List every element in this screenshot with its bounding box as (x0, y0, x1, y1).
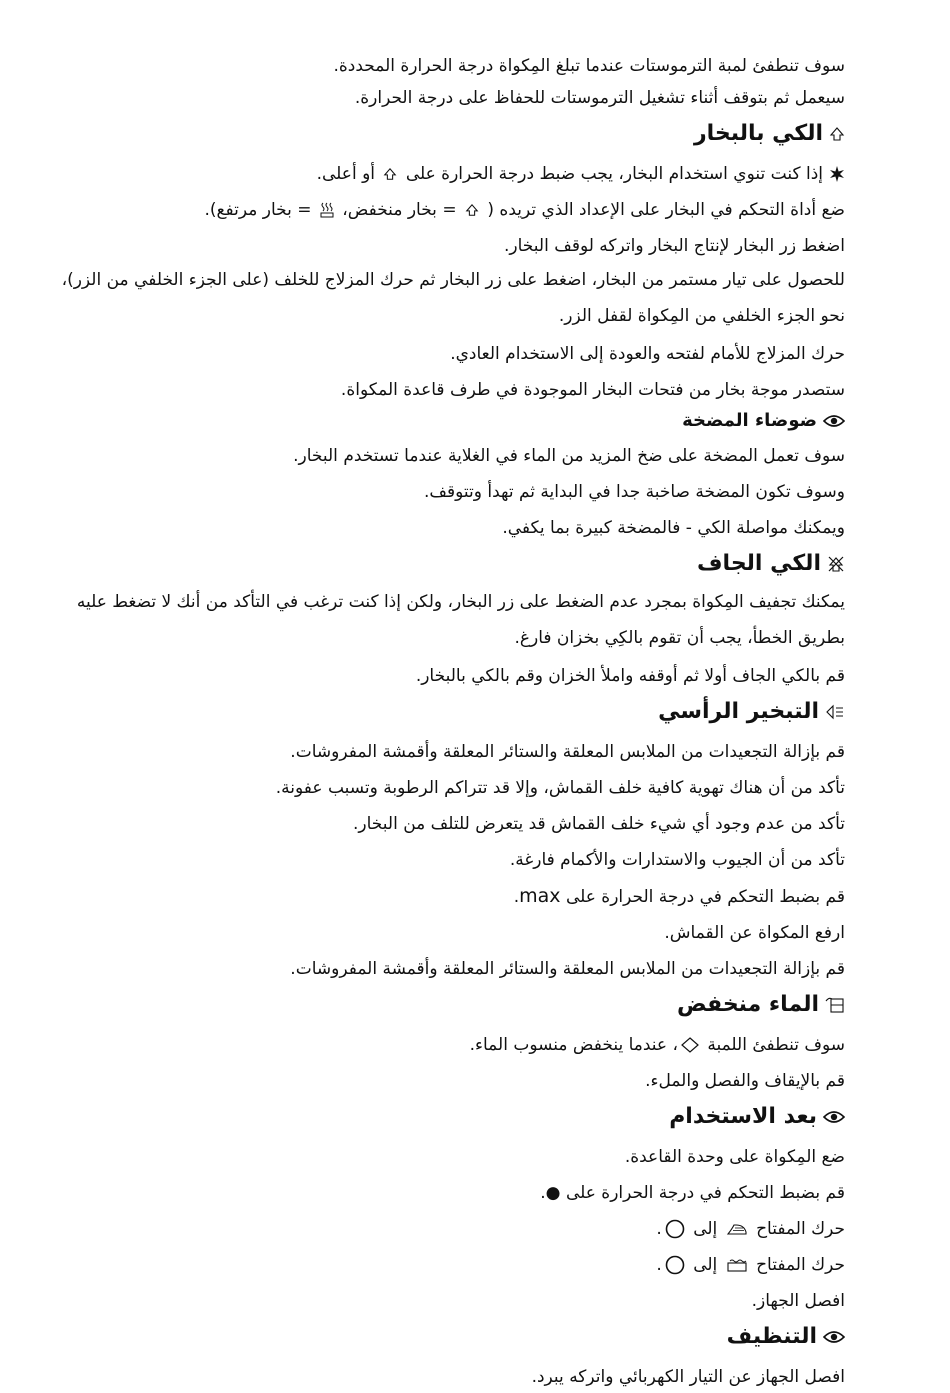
section-heading-steam: الكي بالبخار (45, 114, 845, 154)
text-line: قم بإزالة التجعيدات من الملابس المعلقة والستائر المعلقة وأقمشة المفروشات. (290, 742, 845, 762)
text-line: سوف تنطفئ اللمبة ، عندما ينخفض منسوب الماء. (469, 1035, 845, 1055)
low-steam-icon (465, 203, 479, 217)
steam-icon (383, 167, 397, 181)
off-circle-icon (665, 1219, 685, 1239)
text-line: ارفع المكواة عن القماش. (664, 923, 845, 943)
eye-icon (823, 1110, 845, 1124)
iron-switch-icon (726, 1222, 748, 1236)
text-line: تأكد من عدم وجود أي شيء خلف القماش قد يتعرض للتلف من البخار. (353, 814, 845, 834)
section-heading-pump: ضوضاء المضخة (45, 406, 845, 436)
eye-icon (823, 1330, 845, 1344)
text-line: سيعمل ثم بتوقف أثناء تشغيل الترموستات للحفاظ على درجة الحرارة. (354, 88, 845, 108)
section-heading-cleaning: التنظيف (45, 1317, 845, 1357)
text-line: قم بضبط التحكم في درجة الحرارة على ●. (540, 1183, 845, 1203)
content-column (45, 50, 845, 1393)
text-line: قم بإزالة التجعيدات من الملابس المعلقة والستائر المعلقة وأقمشة المفروشات. (290, 959, 845, 979)
text-line: افصل الجهاز عن التيار الكهربائي واتركه يبرد. (531, 1367, 845, 1387)
text-line: تأكد من أن الجيوب والاستدارات والأكمام فارغة. (509, 850, 845, 870)
no-steam-icon (827, 555, 845, 573)
boiler-switch-icon (726, 1258, 748, 1272)
low-water-lamp-icon (681, 1037, 699, 1053)
text-line: قم بضبط التحكم في درجة الحرارة على max. (513, 885, 845, 907)
text-line: سوف تعمل المضخة على ضخ المزيد من الماء في الغلاية عندما تستخدم البخار. (293, 446, 845, 466)
text-paragraph: يمكنك تجفيف المِكواة بمجرد عدم الضغط على زر البخار، ولكن إذا كنت ترغب في التأكد من أنك لا تضغط عليه بطريق الخطأ، يجب أن تقوم بالكِي بخزان فارغ. (76, 592, 845, 648)
text-line: اضغط زر البخار لإنتاج البخار واتركه لوقف البخار. (504, 236, 845, 256)
text-line: افصل الجهاز. (751, 1291, 845, 1311)
text-line: حرك المفتاح إلى . (656, 1255, 845, 1275)
eye-icon (823, 414, 845, 428)
warning-line: إذا كنت تنوي استخدام البخار، يجب ضبط درجة الحرارة على أو أعلى. (45, 158, 845, 190)
text-line: حرك المفتاح إلى . (656, 1219, 845, 1239)
vertical-steam-icon (825, 704, 845, 720)
warning-star-icon (829, 166, 845, 182)
text-line: قم بالإيقاف والفصل والملء. (645, 1071, 845, 1091)
water-tank-icon (825, 996, 845, 1014)
text-paragraph: للحصول على تيار مستمر من البخار، اضغط على زر البخار ثم حرك المزلاج للخلف (على الجزء الخلفي من الزر)، نحو الجزء الخلفي من المِكواة لقفل الزر. (61, 270, 845, 326)
text-line: ضع أداة التحكم في البخار على الإعداد الذي تريده ( = بخار منخفض، = بخار مرتفع). (204, 200, 845, 220)
steam-icon (829, 126, 845, 142)
text-line: قم بالكي الجاف أولا ثم أوقفه واملأ الخزان وقم بالكي بالبخار. (415, 666, 845, 686)
section-heading-dry: الكي الجاف (45, 544, 845, 584)
off-circle-icon (665, 1255, 685, 1275)
text-line: ويمكنك مواصلة الكي - فالمضخة كبيرة بما يكفي. (502, 518, 845, 538)
high-steam-icon (320, 202, 334, 218)
text-line: ستصدر موجة بخار من فتحات البخار الموجودة في طرف قاعدة المكواة. (340, 380, 845, 400)
text-line: حرك المزلاج للأمام لفتحه والعودة إلى الاستخدام العادي. (450, 344, 845, 364)
text-line: وسوف تكون المضخة صاخبة جدا في البداية ثم تهدأ وتتوقف. (423, 482, 845, 502)
section-heading-vertical: التبخير الرأسي (45, 692, 845, 732)
text-line: تأكد من أن هناك تهوية كافية خلف القماش، وإلا قد تتراكم الرطوبة وتسبب عفونة. (275, 778, 845, 798)
text-line: ضع المِكواة على وحدة القاعدة. (624, 1147, 845, 1167)
section-heading-lowwater: الماء منخفض (45, 985, 845, 1025)
section-heading-after-use: بعد الاستخدام (45, 1097, 845, 1137)
text-line: سوف تنطفئ لمبة الترموستات عندما تبلغ المِكواة درجة الحرارة المحددة. (333, 56, 845, 76)
